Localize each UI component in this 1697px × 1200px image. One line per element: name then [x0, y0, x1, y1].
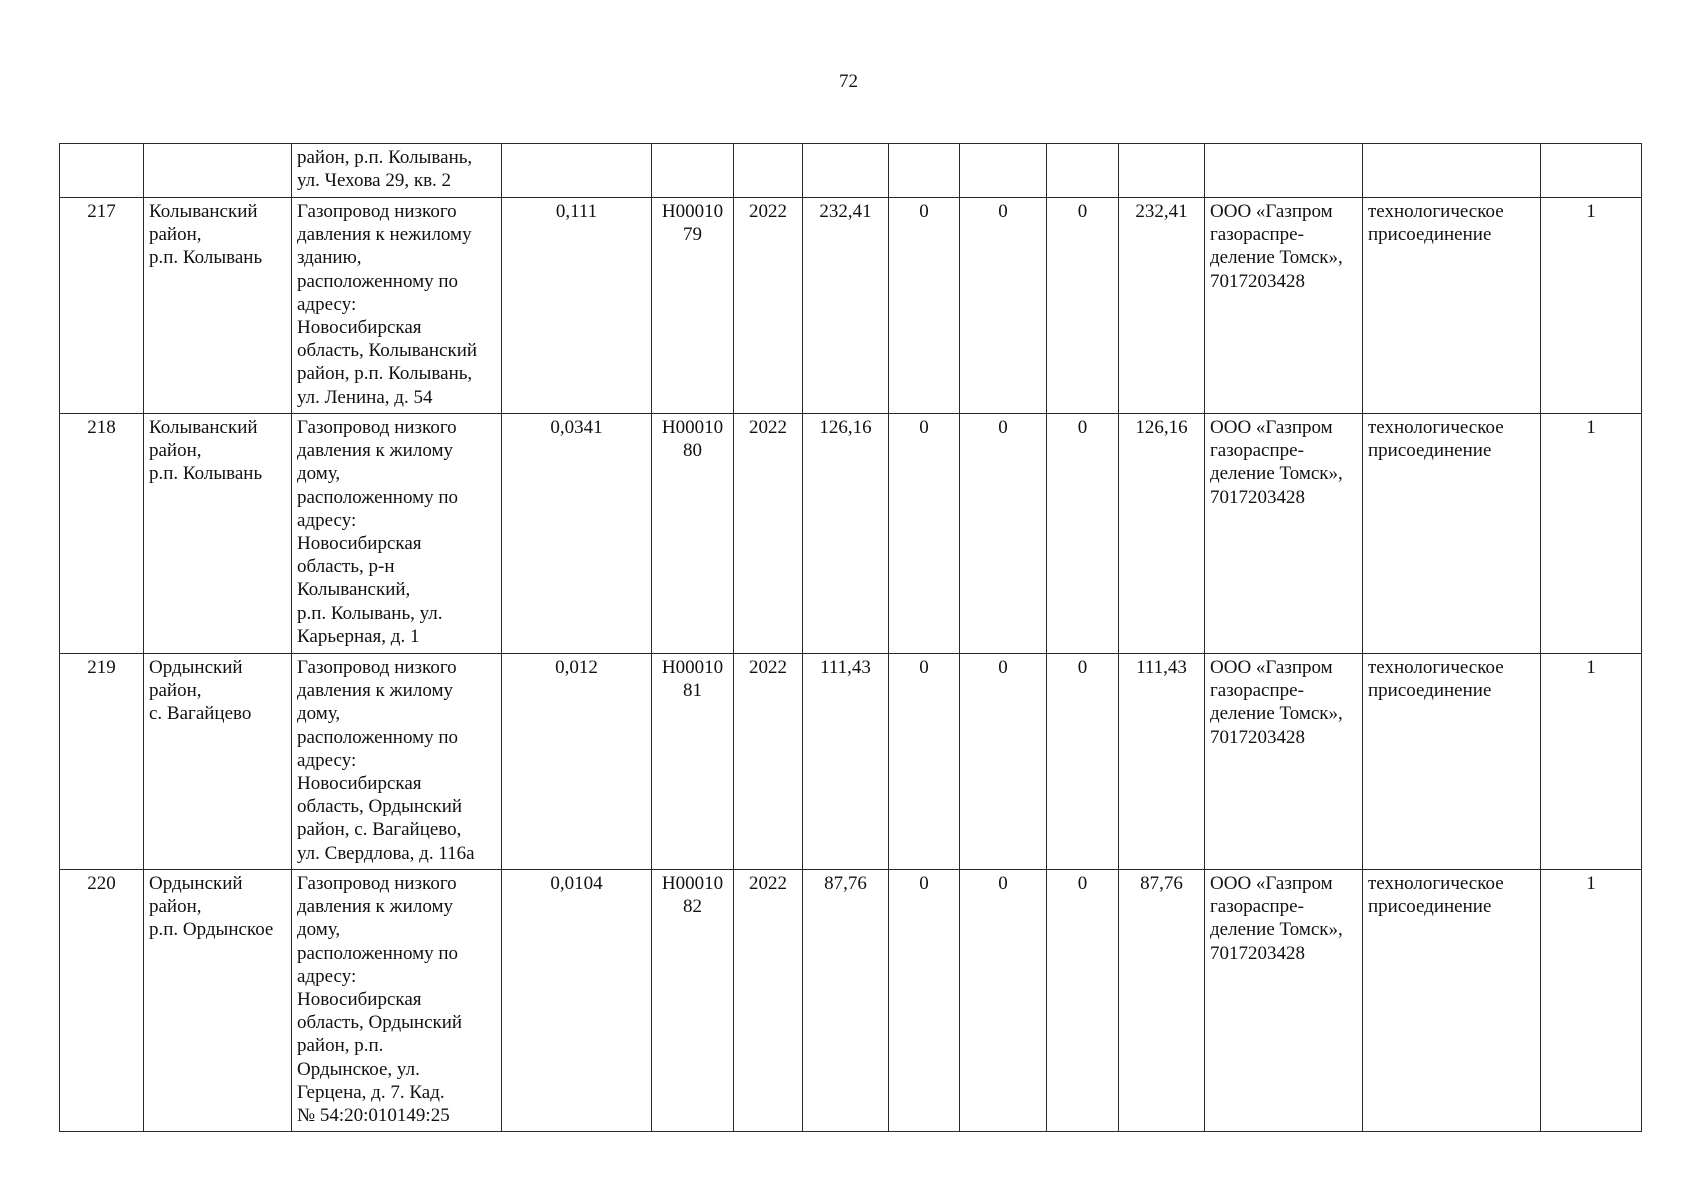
- cell-zero-1: [889, 144, 960, 198]
- cell-num: [60, 144, 144, 198]
- cell-district: [144, 144, 292, 198]
- cell-zero-2: 0: [960, 654, 1047, 870]
- cell-district: Колыванский район, р.п. Колывань: [144, 414, 292, 654]
- cell-description: Газопровод низкого давления к нежилому зданию, расположенному по адресу: Новосибирская область, Колыванский район, р.п. Колывань, ул. Ленина, д. 54: [292, 198, 502, 414]
- cell-sum: [803, 144, 889, 198]
- cell-district: Ордынский район, с. Вагайцево: [144, 654, 292, 870]
- cell-zero-1: 0: [889, 198, 960, 414]
- cell-total: [1119, 144, 1205, 198]
- cell-length: 0,0104: [502, 870, 652, 1132]
- cell-year: 2022: [734, 198, 803, 414]
- cell-type: технологическое присоединение: [1363, 654, 1541, 870]
- cell-year: 2022: [734, 870, 803, 1132]
- cell-zero-2: 0: [960, 414, 1047, 654]
- cell-zero-2: 0: [960, 870, 1047, 1132]
- cell-description: Газопровод низкого давления к жилому дому, расположенному по адресу: Новосибирская область, Ордынский район, с. Вагайцево, ул. Свердлова, д. 116а: [292, 654, 502, 870]
- page-number: 72: [839, 71, 858, 92]
- cell-type: технологическое присоединение: [1363, 870, 1541, 1132]
- cell-num: 219: [60, 654, 144, 870]
- cell-num: 220: [60, 870, 144, 1132]
- cell-code: Н00010 80: [652, 414, 734, 654]
- cell-length: 0,0341: [502, 414, 652, 654]
- cell-zero-1: 0: [889, 654, 960, 870]
- cell-length: 0,111: [502, 198, 652, 414]
- cell-organization: ООО «Газпром газораспре- деление Томск», 7017203428: [1205, 198, 1363, 414]
- table-row: [60, 198, 1642, 414]
- cell-description: Газопровод низкого давления к жилому дому, расположенному по адресу: Новосибирская область, Ордынский район, р.п. Ордынское, ул. Герцена, д. 7. Кад. № 54:20:010149:25: [292, 870, 502, 1132]
- cell-organization: ООО «Газпром газораспре- деление Томск», 7017203428: [1205, 870, 1363, 1132]
- cell-code: Н00010 82: [652, 870, 734, 1132]
- cell-year: 2022: [734, 654, 803, 870]
- cell-num: 217: [60, 198, 144, 414]
- cell-zero-3: 0: [1047, 198, 1119, 414]
- cell-organization: ООО «Газпром газораспре- деление Томск», 7017203428: [1205, 654, 1363, 870]
- cell-count: 1: [1541, 414, 1642, 654]
- cell-organization: [1205, 144, 1363, 198]
- cell-zero-2: 0: [960, 198, 1047, 414]
- cell-length: [502, 144, 652, 198]
- cell-length: 0,012: [502, 654, 652, 870]
- cell-zero-3: 0: [1047, 654, 1119, 870]
- cell-type: технологическое присоединение: [1363, 198, 1541, 414]
- cell-description: Газопровод низкого давления к жилому дому, расположенному по адресу: Новосибирская область, р-н Колыванский, р.п. Колывань, ул. Карьерная, д. 1: [292, 414, 502, 654]
- cell-type: [1363, 144, 1541, 198]
- table-row: [60, 870, 1642, 1132]
- cell-zero-1: 0: [889, 870, 960, 1132]
- cell-total: 232,41: [1119, 198, 1205, 414]
- cell-district: Ордынский район, р.п. Ордынское: [144, 870, 292, 1132]
- table-row: [60, 654, 1642, 870]
- cell-district: Колыванский район, р.п. Колывань: [144, 198, 292, 414]
- cell-total: 87,76: [1119, 870, 1205, 1132]
- cell-num: 218: [60, 414, 144, 654]
- cell-code: Н00010 81: [652, 654, 734, 870]
- cell-sum: 87,76: [803, 870, 889, 1132]
- cell-sum: 232,41: [803, 198, 889, 414]
- cell-type: технологическое присоединение: [1363, 414, 1541, 654]
- table-row-continuation: [60, 144, 1642, 198]
- cell-total: 126,16: [1119, 414, 1205, 654]
- cell-sum: 111,43: [803, 654, 889, 870]
- cell-zero-3: 0: [1047, 870, 1119, 1132]
- cell-year: [734, 144, 803, 198]
- cell-code: Н00010 79: [652, 198, 734, 414]
- cell-zero-3: 0: [1047, 414, 1119, 654]
- cell-sum: 126,16: [803, 414, 889, 654]
- cell-count: [1541, 144, 1642, 198]
- cell-year: 2022: [734, 414, 803, 654]
- cell-zero-2: [960, 144, 1047, 198]
- cell-count: 1: [1541, 870, 1642, 1132]
- cell-count: 1: [1541, 654, 1642, 870]
- gas-pipeline-table: [59, 143, 1642, 1132]
- cell-code: [652, 144, 734, 198]
- cell-description: район, р.п. Колывань, ул. Чехова 29, кв. 2: [292, 144, 502, 198]
- cell-organization: ООО «Газпром газораспре- деление Томск», 7017203428: [1205, 414, 1363, 654]
- cell-count: 1: [1541, 198, 1642, 414]
- table-row: [60, 414, 1642, 654]
- cell-zero-3: [1047, 144, 1119, 198]
- cell-zero-1: 0: [889, 414, 960, 654]
- cell-total: 111,43: [1119, 654, 1205, 870]
